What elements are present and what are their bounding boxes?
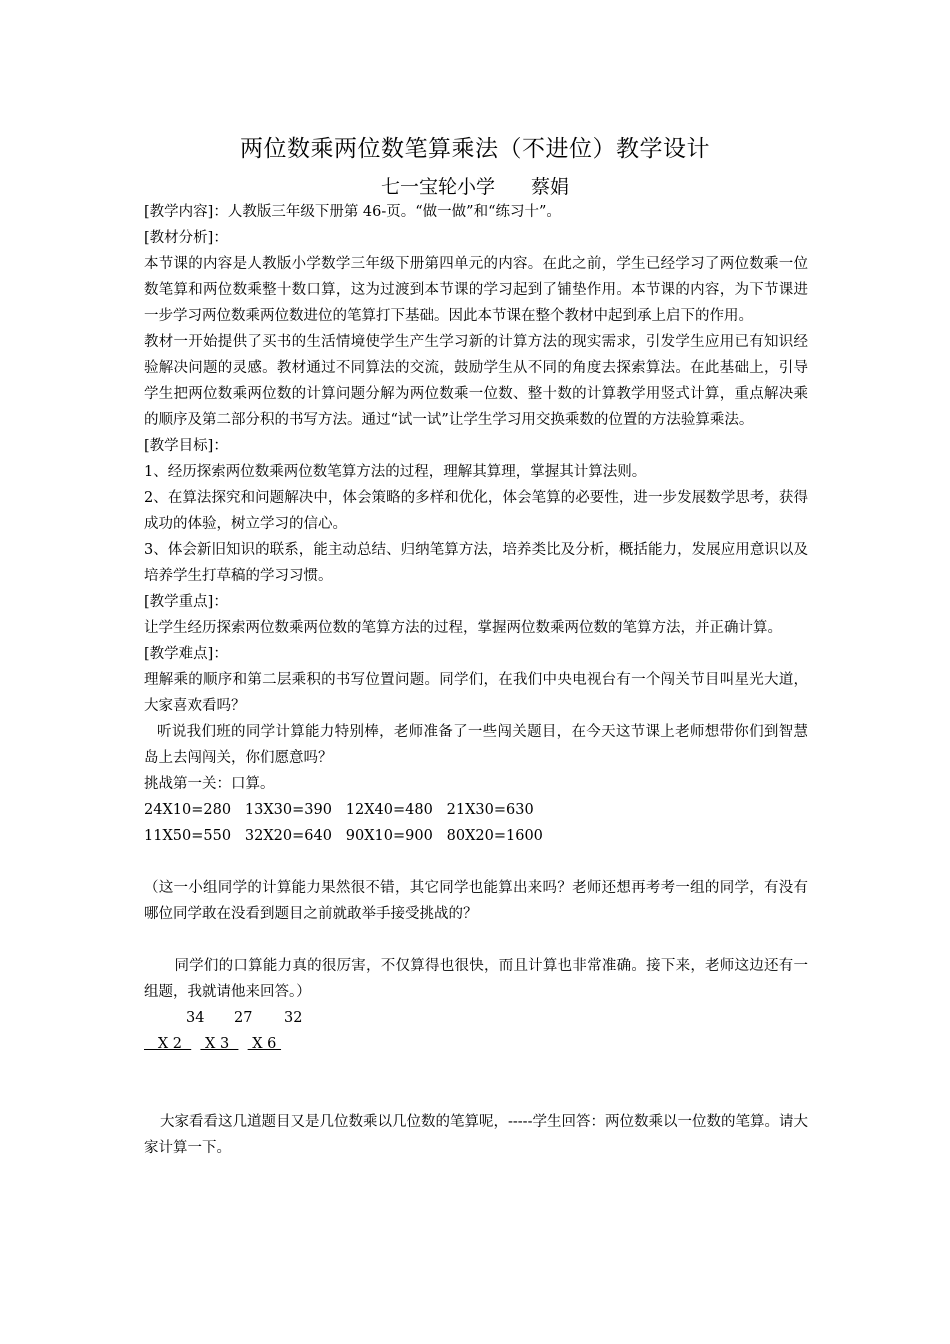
key-points-text: 让学生经历探索两位数乘两位数的笔算方法的过程，掌握两位数乘两位数的笔算方法，并正确计算。 bbox=[144, 620, 782, 636]
vertical-top-3: 32 bbox=[284, 1010, 303, 1026]
closing-paragraph: 大家看看这几道题目又是几位数乘以几位数的笔算呢，-----学生回答：两位数乘以一位数的笔算。请大家计算一下。 bbox=[144, 1114, 808, 1156]
author-name: 蔡娟 bbox=[531, 176, 570, 198]
parenthetical-paragraph: （这一小组同学的计算能力果然很不错，其它同学也能算出来吗？老师还想再考考一组的同学，有没有哪位同学敢在没看到题目之前就敢举手接受挑战的？ bbox=[144, 880, 808, 922]
key-points-heading: [教学重点]： bbox=[144, 594, 228, 610]
vertical-bottom-1: X 2 bbox=[144, 1036, 192, 1052]
vertical-top-1: 34 bbox=[186, 1010, 205, 1026]
goal-item-1: 1、经历探索两位数乘两位数笔算方法的过程，理解其算理，掌握其计算法则。 bbox=[144, 464, 647, 480]
vertical-calc-top-row bbox=[144, 1005, 808, 1031]
analysis-heading: [教材分析]： bbox=[144, 230, 228, 246]
analysis-paragraph-1: 本节课的内容是人教版小学数学三年级下册第四单元的内容。在此之前，学生已经学习了两位数乘一位数笔算和两位数乘整十数口算，这为过渡到本节课的学习起到了铺垫作用。本节课的内容，为下节课进一步学习两位数乘两位数进位的笔算打下基础。因此本节课在整个教材中起到承上启下的作用。 bbox=[144, 256, 808, 324]
vertical-bottom-3: X 6 bbox=[247, 1036, 282, 1052]
intro-paragraph: 听说我们班的同学计算能力特别棒，老师准备了一些闯关题目，在今天这节课上老师想带你们到智慧岛上去闯闯关，你们愿意吗？ bbox=[144, 724, 808, 766]
goal-item-2: 2、在算法探究和问题解决中，体会策略的多样和优化，体会笔算的必要性，进一步发展数学思考，获得成功的体验，树立学习的信心。 bbox=[144, 490, 808, 532]
challenge-one-label: 挑战第一关：口算。 bbox=[144, 776, 275, 792]
document-body bbox=[144, 199, 808, 1161]
difficulty-text: 理解乘的顺序和第二层乘积的书写位置问题。同学们，在我们中央电视台有一个闯关节目叫星光大道，大家喜欢看吗？ bbox=[144, 672, 808, 714]
goal-item-3: 3、体会新旧知识的联系，能主动总结、归纳笔算方法，培养类比及分析，概括能力，发展应用意识以及培养学生打草稿的学习习惯。 bbox=[144, 542, 808, 584]
author-line bbox=[0, 174, 950, 200]
teaching-content: [教学内容]：人教版三年级下册第 46-页。“做一做”和“练习十”。 bbox=[144, 204, 561, 220]
oral-calc-row-2: 11X50=550 32X20=640 90X10=900 80X20=1600 bbox=[144, 828, 543, 844]
goals-heading: [教学目标]： bbox=[144, 438, 228, 454]
praise-paragraph: 同学们的口算能力真的很厉害，不仅算得也很快，而且计算也非常准确。接下来，老师这边还有一组题，我就请他来回答。） bbox=[144, 958, 808, 1000]
analysis-paragraph-2: 教材一开始提供了买书的生活情境使学生产生学习新的计算方法的现实需求，引发学生应用已有知识经验解决问题的灵感。教材通过不同算法的交流，鼓励学生从不同的角度去探索算法。在此基础上，引导学生把两位数乘两位数的计算问题分解为两位数乘一位数、整十数的计算教学用竖式计算，重点解决乘的顺序及第二部分积的书写方法。通过“试一试”让学生学习用交换乘数的位置的方法验算乘法。 bbox=[144, 334, 808, 428]
oral-calc-row-1: 24X10=280 13X30=390 12X40=480 21X30=630 bbox=[144, 802, 534, 818]
document-title: 两位数乘两位数笔算乘法（不进位）教学设计 bbox=[240, 136, 710, 162]
vertical-bottom-2: X 3 bbox=[200, 1036, 239, 1052]
difficulty-heading: [教学难点]： bbox=[144, 646, 228, 662]
vertical-calc-bottom-row bbox=[144, 1031, 808, 1057]
author-school: 七一宝轮小学 bbox=[380, 176, 495, 198]
vertical-top-2: 27 bbox=[234, 1010, 253, 1026]
